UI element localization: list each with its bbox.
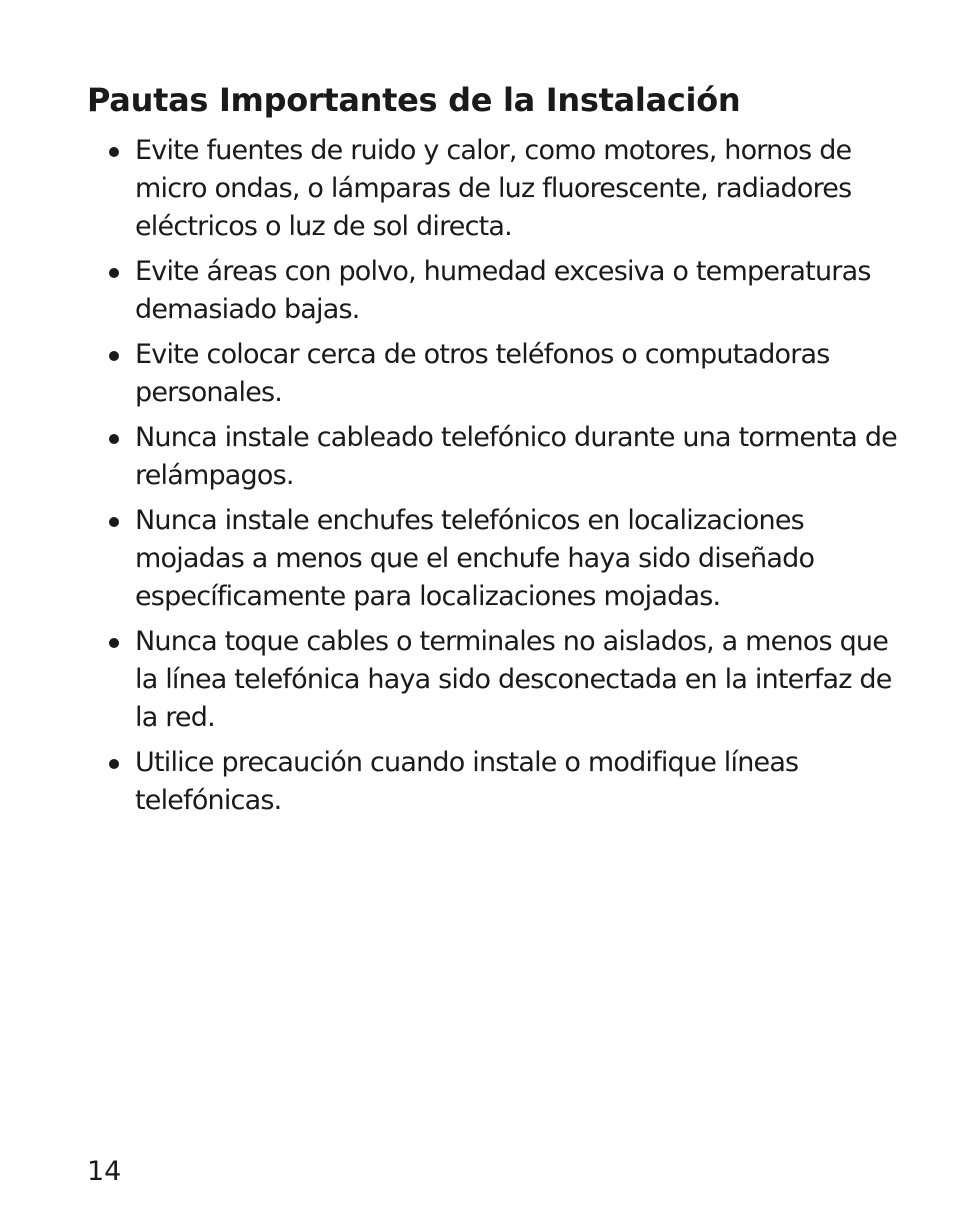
list-item-text: Nunca instale enchufes telefónicos en localizaciones mojadas a menos que el enchufe haya sido diseñado específicamente para localizaciones mojadas. <box>135 505 815 612</box>
list-item-text: Nunca toque cables o terminales no aislados, a menos que la línea telefónica haya sido desconectada en la interfaz de la red. <box>135 626 892 733</box>
guidelines-list <box>105 132 905 827</box>
bullet-icon <box>109 268 119 278</box>
bullet-icon <box>109 351 119 361</box>
list-item <box>105 419 905 495</box>
list-item-text: Evite áreas con polvo, humedad excesiva o temperaturas demasiado bajas. <box>135 256 871 325</box>
list-item <box>105 623 905 737</box>
page-title: Pautas Importantes de la Instalación <box>87 81 741 119</box>
list-item <box>105 253 905 329</box>
bullet-icon <box>109 147 119 157</box>
list-item-text: Evite fuentes de ruido y calor, como motores, hornos de micro ondas, o lámparas de luz fluorescente, radiadores eléctricos o luz de sol directa. <box>135 135 852 242</box>
list-item-text: Nunca instale cableado telefónico durante una tormenta de relámpagos. <box>135 422 897 491</box>
bullet-icon <box>109 517 119 527</box>
list-item <box>105 502 905 616</box>
bullet-icon <box>109 434 119 444</box>
list-item <box>105 336 905 412</box>
list-item <box>105 744 905 820</box>
list-item-text: Evite colocar cerca de otros teléfonos o computadoras personales. <box>135 339 830 408</box>
list-item-text: Utilice precaución cuando instale o modifique líneas telefónicas. <box>135 747 799 816</box>
bullet-icon <box>109 759 119 769</box>
list-item <box>105 132 905 246</box>
bullet-icon <box>109 638 119 648</box>
page-number: 14 <box>87 1156 122 1187</box>
